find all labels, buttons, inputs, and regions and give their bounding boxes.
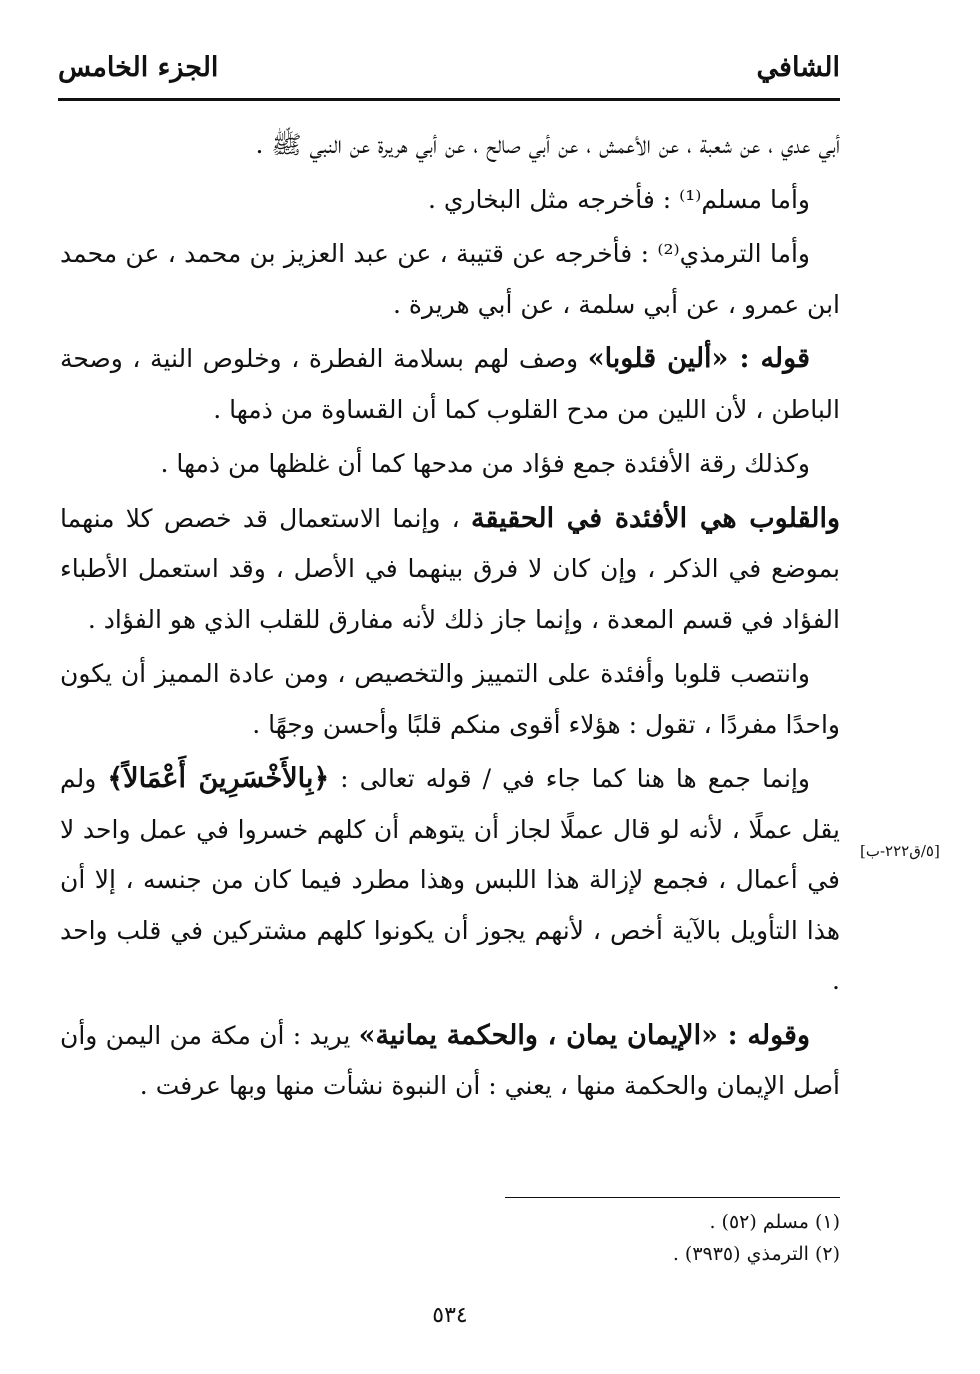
paragraph-4	[60, 334, 840, 435]
paragraph-9-text: يريد : أن مكة من اليمن وأن أصل الإيمان والحكمة منها ، يعني : أن النبوة نشأت منها وبها عرفت .	[60, 1020, 840, 1100]
paragraph-6	[60, 494, 840, 646]
paragraph-3: وأما الترمذي⁽²⁾ : فأخرجه عن قتيبة ، عن عبد العزيز بن محمد ، عن محمد ابن عمرو ، عن أبي سلمة ، عن أبي هريرة .	[60, 239, 840, 319]
footnote-1: (١) مسلم (٥٢) .	[709, 1211, 840, 1233]
page-number: ٥٣٤	[432, 1303, 468, 1328]
paragraph-6-lead: والقلوب هي الأفئدة في الحقيقة	[470, 502, 840, 534]
paragraph-4-lead: قوله : «ألين قلوبا»	[587, 343, 811, 374]
paragraph-6-text: ، وإنما الاستعمال قد خصص كلا منهما بموضع في الذكر ، وإن كان لا فرق بينهما في الأصل ، وقد استعمل الأطباء الفؤاد في قسم المعدة ، وإنما جاز ذلك لأنه مفارق للقلب الذي هو الفؤاد .	[60, 503, 840, 634]
paragraph-8-start: وإنما جمع ها هنا كما جاء في / قوله تعالى :	[329, 764, 810, 793]
footnote-rule	[505, 1197, 840, 1198]
paragraph-7: وانتصب قلوبا وأفئدة على التمييز والتخصيص ، ومن عادة المميز أن يكون واحدًا مفردًا ، تقول : هؤلاء أقوى منكم قلبًا وأحسن وجهًا .	[60, 659, 840, 739]
paragraph-1: أبي عدي ، عن شعبة ، عن الأعمش ، عن أبي صالح ، عن أبي هريرة عن النبي ﷺ .	[255, 130, 840, 159]
paragraph-9	[60, 1011, 840, 1112]
manuscript-folio-note: [٥/ق٢٢٢-ب]	[860, 842, 940, 860]
quran-verse: ﴿بِالأَخْسَرِينَ أَعْمَالاً﴾	[107, 763, 330, 794]
main-text	[60, 120, 840, 1116]
running-header	[58, 52, 840, 96]
paragraph-8-text: ولم يقل عملًا ، لأنه لو قال عملًا لجاز أن يتوهم أن كلهم خسروا في عمل واحد لا في أعمال ، فجمع لإزالة هذا اللبس وهذا مطرد فيما كان من جنسه ، إلا أن هذا التأويل بالآية أخص ، لأنهم يجوز أن يكونوا كلهم مشتركين في قلب واحد .	[60, 764, 840, 995]
paragraph-4-text: وصف لهم بسلامة الفطرة ، وخلوص النية ، وصحة الباطن ، لأن اللين من مدح القلوب كما أن القساوة من ذمها .	[60, 344, 840, 424]
volume-label: الجزء الخامس	[58, 52, 219, 83]
footnotes	[400, 1206, 840, 1270]
paragraph-8	[60, 754, 840, 1007]
footnote-2: (٢) الترمذي (٣٩٣٥) .	[672, 1243, 840, 1265]
paragraph-2: وأما مسلم⁽¹⁾ : فأخرجه مثل البخاري .	[427, 184, 810, 214]
book-title: الشافي	[756, 52, 840, 83]
paragraph-9-lead: وقوله : «الإيمان يمان ، والحكمة يمانية»	[358, 1019, 810, 1051]
header-rule	[58, 98, 840, 101]
paragraph-5: وكذلك رقة الأفئدة جمع فؤاد من مدحها كما أن غلظها من ذمها .	[160, 449, 810, 478]
